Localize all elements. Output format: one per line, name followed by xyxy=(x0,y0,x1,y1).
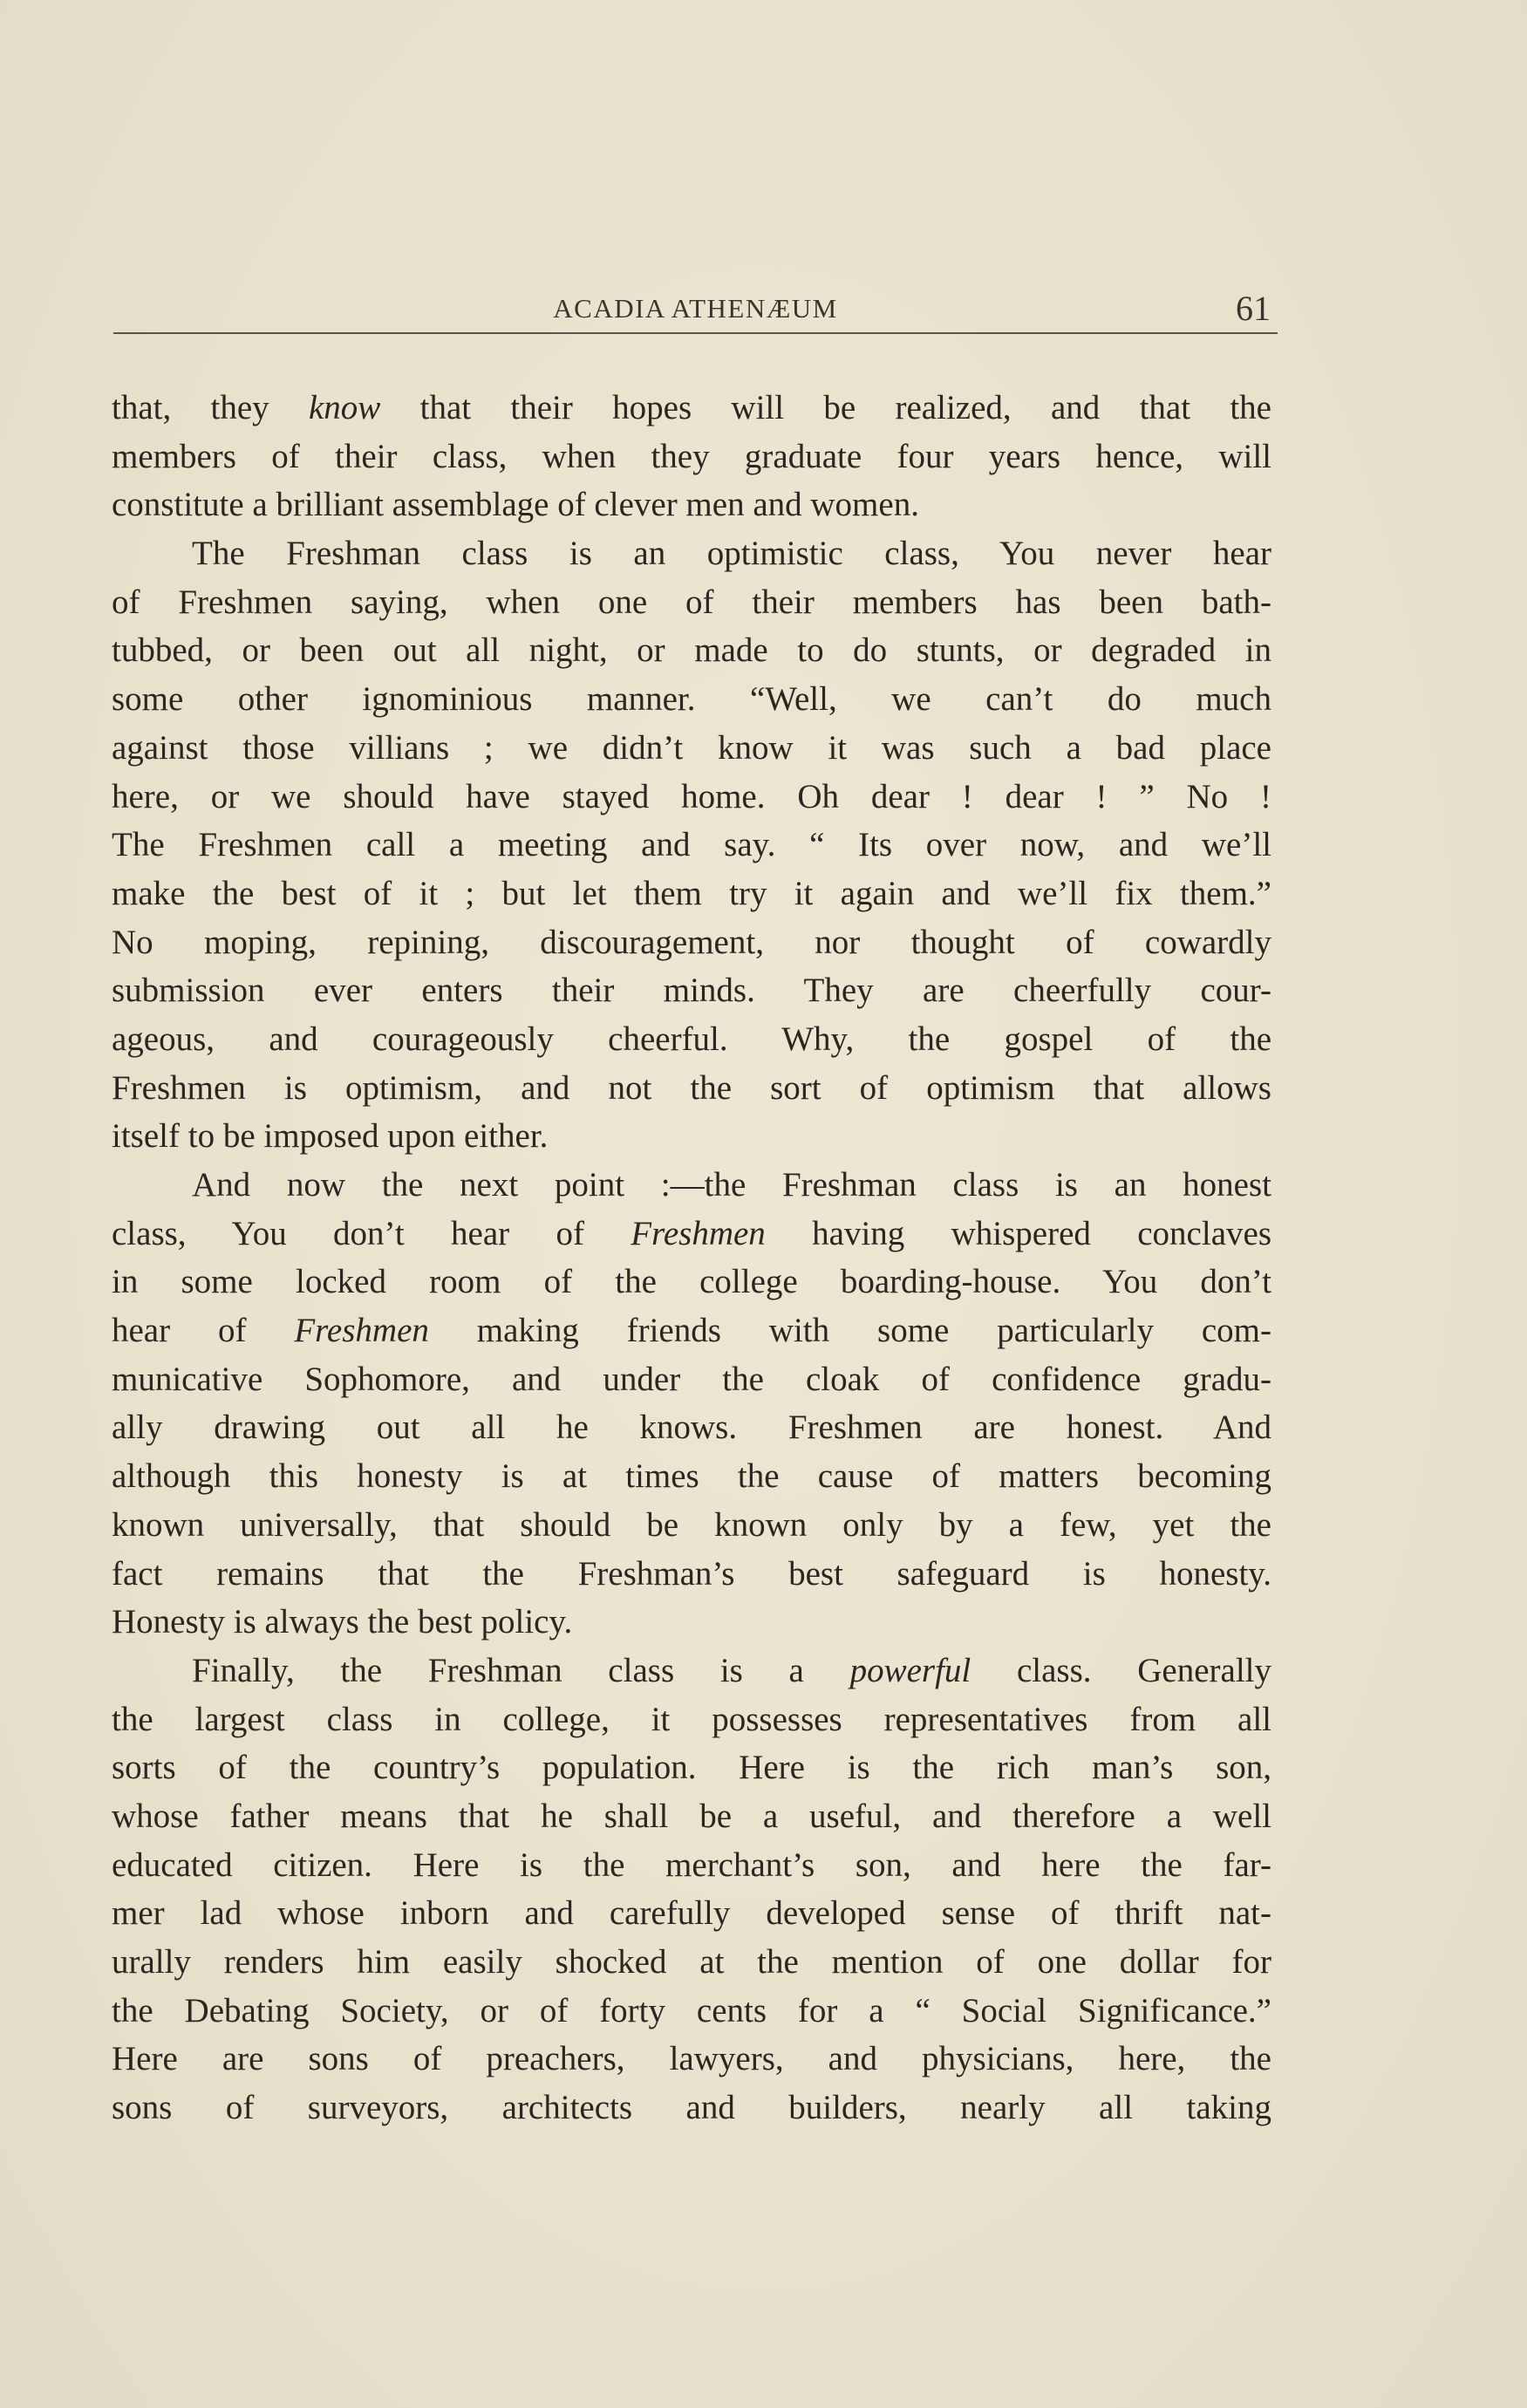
text-line: educated citizen. Here is the merchant’s son, and here the far- xyxy=(112,1845,1271,1884)
italic-word: know xyxy=(308,389,381,426)
text-line: urally renders him easily shocked at the mention of one dollar for xyxy=(112,1943,1271,1981)
text-line: although this honesty is at times the cause of matters becoming xyxy=(112,1457,1271,1496)
text-line: the largest class in college, it possesses representatives from all xyxy=(112,1700,1271,1738)
text-line: itself to be imposed upon either. xyxy=(112,1117,549,1156)
text-line: submission ever enters their minds. They are cheerfully cour- xyxy=(112,972,1271,1010)
italic-word: Freshmen xyxy=(294,1312,429,1350)
text-line: against those villians ; we didn’t know it was such a bad place xyxy=(112,728,1271,767)
text-line: Freshmen is optimism, and not the sort of optimism that allows xyxy=(112,1068,1271,1107)
text-line: municative Sophomore, and under the cloak of confidence gradu- xyxy=(112,1360,1271,1398)
text-line: ally drawing out all he knows. Freshmen are honest. And xyxy=(112,1409,1271,1447)
text-line: that, they know that their hopes will be realized, and that the xyxy=(112,389,1271,426)
text-line: whose father means that he shall be a useful, and therefore a well xyxy=(112,1797,1271,1835)
italic-word: powerful xyxy=(849,1651,971,1689)
text-line: tubbed, or been out all night, or made to do stunts, or degraded in xyxy=(112,631,1271,670)
text-line: fact remains that the Freshman’s best safeguard is honesty. xyxy=(112,1554,1271,1593)
text-line: ageous, and courageously cheerful. Why, the gospel of the xyxy=(112,1020,1271,1058)
text-line: of Freshmen saying, when one of their members has been bath- xyxy=(112,583,1271,621)
text-line: sons of surveyors, architects and builders, nearly all taking xyxy=(112,2089,1271,2127)
text-line: And now the next point :—the Freshman class is an honest xyxy=(192,1166,1271,1204)
text-line: Here are sons of preachers, lawyers, and physicians, here, the xyxy=(112,2040,1271,2078)
text-line: The Freshmen call a meeting and say. “ Its over now, and we’ll xyxy=(112,826,1271,864)
page-number: 61 xyxy=(1236,289,1271,328)
page-header xyxy=(113,288,1278,331)
italic-word: Freshmen xyxy=(631,1214,766,1252)
text-line: Honesty is always the best policy. xyxy=(112,1603,573,1641)
body-text xyxy=(112,384,1271,2132)
text-line: some other ignominious manner. “Well, we can’t do much xyxy=(112,680,1271,719)
text-line: sorts of the country’s population. Here is the rich man’s son, xyxy=(112,1749,1271,1787)
text-line: make the best of it ; but let them try it again and we’ll fix them.” xyxy=(112,874,1271,912)
text-line: members of their class, when they graduate four years hence, will xyxy=(112,437,1271,475)
text-line: constitute a brilliant assemblage of clever men and women. xyxy=(112,486,919,524)
text-line: in some locked room of the college boarding-house. You don’t xyxy=(112,1263,1271,1301)
text-line: hear of Freshmen making friends with some particularly com- xyxy=(112,1312,1271,1350)
text-line: The Freshman class is an optimistic class, You never hear xyxy=(192,535,1271,573)
text-line: here, or we should have stayed home. Oh dear ! dear ! ” No ! xyxy=(112,777,1271,815)
running-title: ACADIA ATHENÆUM xyxy=(553,293,838,324)
text-line: mer lad whose inborn and carefully developed sense of thrift nat- xyxy=(112,1894,1271,1933)
text-line: the Debating Society, or of forty cents for a “ Social Significance.” xyxy=(112,1991,1271,2029)
text-line: class, You don’t hear of Freshmen having whispered conclaves xyxy=(112,1214,1271,1252)
header-rule xyxy=(113,332,1278,334)
text-line: Finally, the Freshman class is a powerful class. Generally xyxy=(192,1651,1271,1689)
text-line: known universally, that should be known only by a few, yet the xyxy=(112,1505,1271,1544)
text-line: No moping, repining, discouragement, nor thought of cowardly xyxy=(112,923,1271,961)
